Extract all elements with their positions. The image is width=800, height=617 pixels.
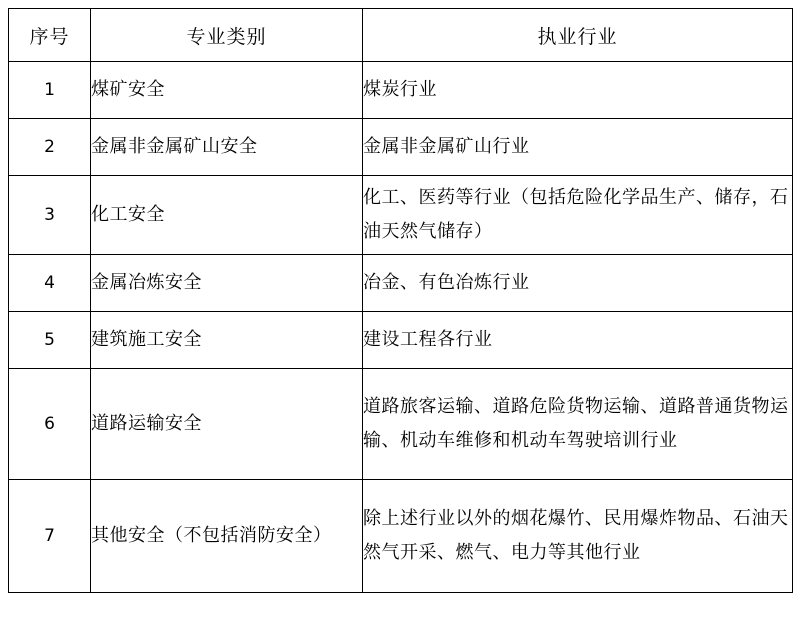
- row-number: 1: [9, 62, 91, 119]
- row-category: 煤矿安全: [91, 62, 363, 119]
- row-category: 道路运输安全: [91, 369, 363, 480]
- table-row: [9, 119, 793, 176]
- table-header: [9, 9, 793, 62]
- table-row: [9, 255, 793, 312]
- row-number: 3: [9, 176, 91, 255]
- row-category: 金属冶炼安全: [91, 255, 363, 312]
- table-row: [9, 369, 793, 480]
- row-industry: 除上述行业以外的烟花爆竹、民用爆炸物品、石油天然气开采、燃气、电力等其他行业: [363, 480, 793, 593]
- table-row: [9, 176, 793, 255]
- row-number: 4: [9, 255, 91, 312]
- row-industry: 金属非金属矿山行业: [363, 119, 793, 176]
- row-industry: 化工、医药等行业（包括危险化学品生产、储存，石油天然气储存）: [363, 176, 793, 255]
- header-cell-no: 序号: [9, 9, 91, 62]
- row-number: 6: [9, 369, 91, 480]
- row-category: 化工安全: [91, 176, 363, 255]
- row-number: 2: [9, 119, 91, 176]
- header-cell-category: 专业类别: [91, 9, 363, 62]
- row-category: 建筑施工安全: [91, 312, 363, 369]
- row-number: 7: [9, 480, 91, 593]
- header-cell-industry: 执业行业: [363, 9, 793, 62]
- row-industry: 冶金、有色冶炼行业: [363, 255, 793, 312]
- table-body: [9, 62, 793, 593]
- table-row: [9, 312, 793, 369]
- row-industry: 建设工程各行业: [363, 312, 793, 369]
- table-header-row: [9, 9, 793, 62]
- row-industry: 煤炭行业: [363, 62, 793, 119]
- row-industry: 道路旅客运输、道路危险货物运输、道路普通货物运输、机动车维修和机动车驾驶培训行业: [363, 369, 793, 480]
- table-row: [9, 62, 793, 119]
- row-category: 其他安全（不包括消防安全）: [91, 480, 363, 593]
- row-number: 5: [9, 312, 91, 369]
- row-category: 金属非金属矿山安全: [91, 119, 363, 176]
- professional-category-table: [8, 8, 793, 593]
- table-row: [9, 480, 793, 593]
